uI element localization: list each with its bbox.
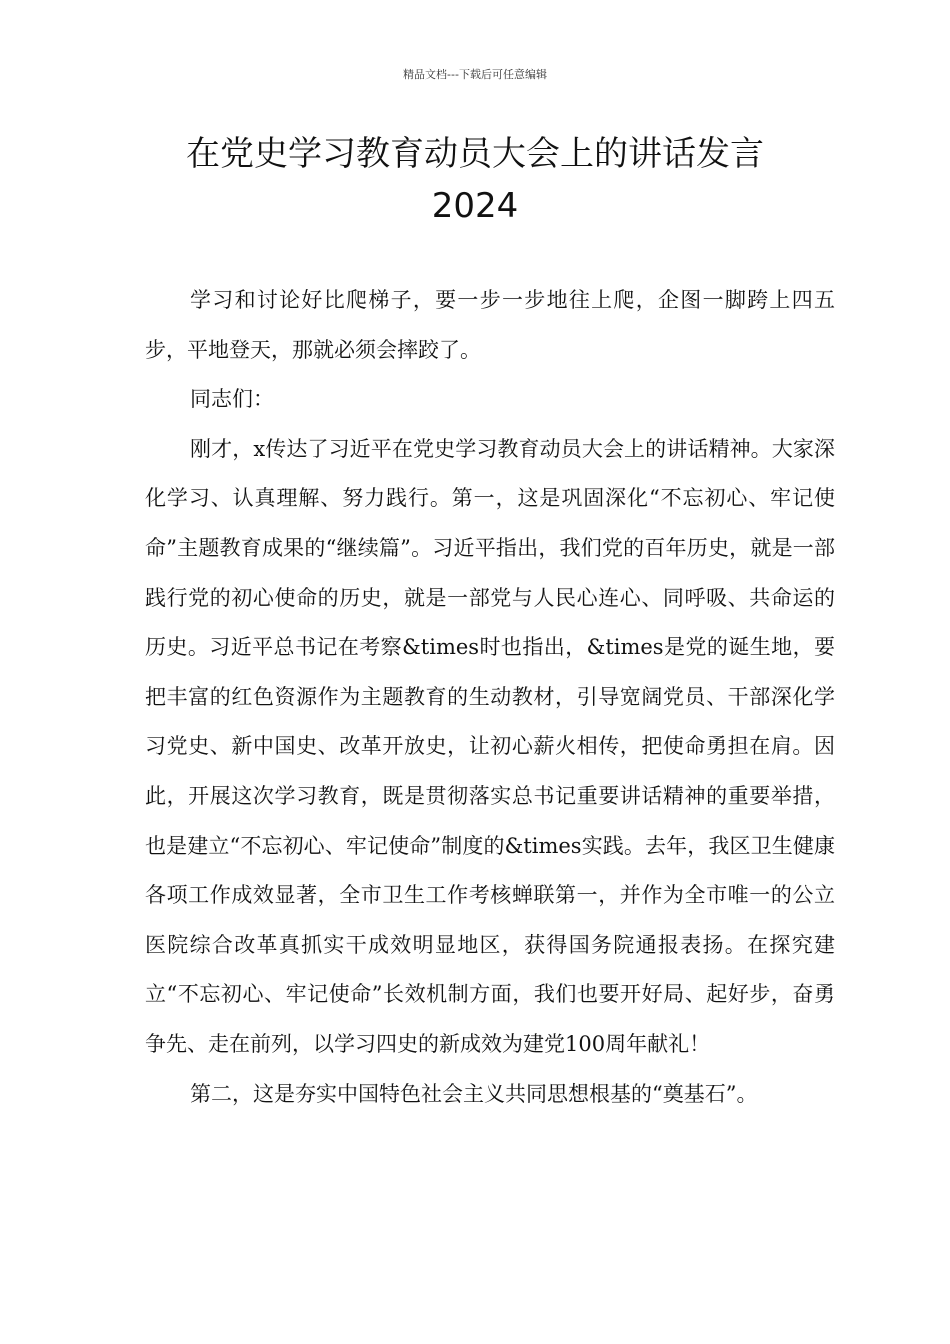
paragraph-second-point: 第二，这是夯实中国特色社会主义共同思想根基的“奠基石”。 — [190, 1081, 758, 1106]
document-title — [60, 128, 890, 232]
title-line-1: 在党史学习教育动员大会上的讲话发言 — [186, 134, 764, 174]
paragraph-intro-quote: 学习和讨论好比爬梯子，要一步一步地往上爬，企图一脚跨上四五步，平地登天，那就必须会摔跤了。 — [145, 288, 835, 362]
paragraph-salutation: 同志们： — [190, 387, 274, 412]
title-line-2: 2024 — [431, 186, 519, 226]
header-note: 精品文档---下载后可任意编辑 — [403, 68, 547, 81]
document-body — [145, 276, 835, 1119]
paragraph-first-point: 刚才，x传达了习近平在党史学习教育动员大会上的讲话精神。大家深化学习、认真理解、努力践行。第一，这是巩固深化“不忘初心、牢记使命”主题教育成果的“继续篇”。习近平指出，我们党的百年历史，就是一部践行党的初心使命的历史，就是一部党与人民心连心、同呼吸、共命运的历史。习近平总书记在考察&times时也指出，&times是党的诞生地，要把丰富的红色资源作为主题教育的生动教材，引导宽阔党员、干部深化学习党史、新中国史、改革开放史，让初心薪火相传，把使命勇担在肩。因此，开展这次学习教育，既是贯彻落实总书记重要讲话精神的重要举措，也是建立“不忘初心、牢记使命”制度的&times实践。去年，我区卫生健康各项工作成效显著，全市卫生工作考核蝉联第一，并作为全市唯一的公立医院综合改革真抓实干成效明显地区，获得国务院通报表扬。在探究建立“不忘初心、牢记使命”长效机制方面，我们也要开好局、起好步，奋勇争先、走在前列，以学习四史的新成效为建党100周年献礼！ — [145, 436, 835, 1056]
